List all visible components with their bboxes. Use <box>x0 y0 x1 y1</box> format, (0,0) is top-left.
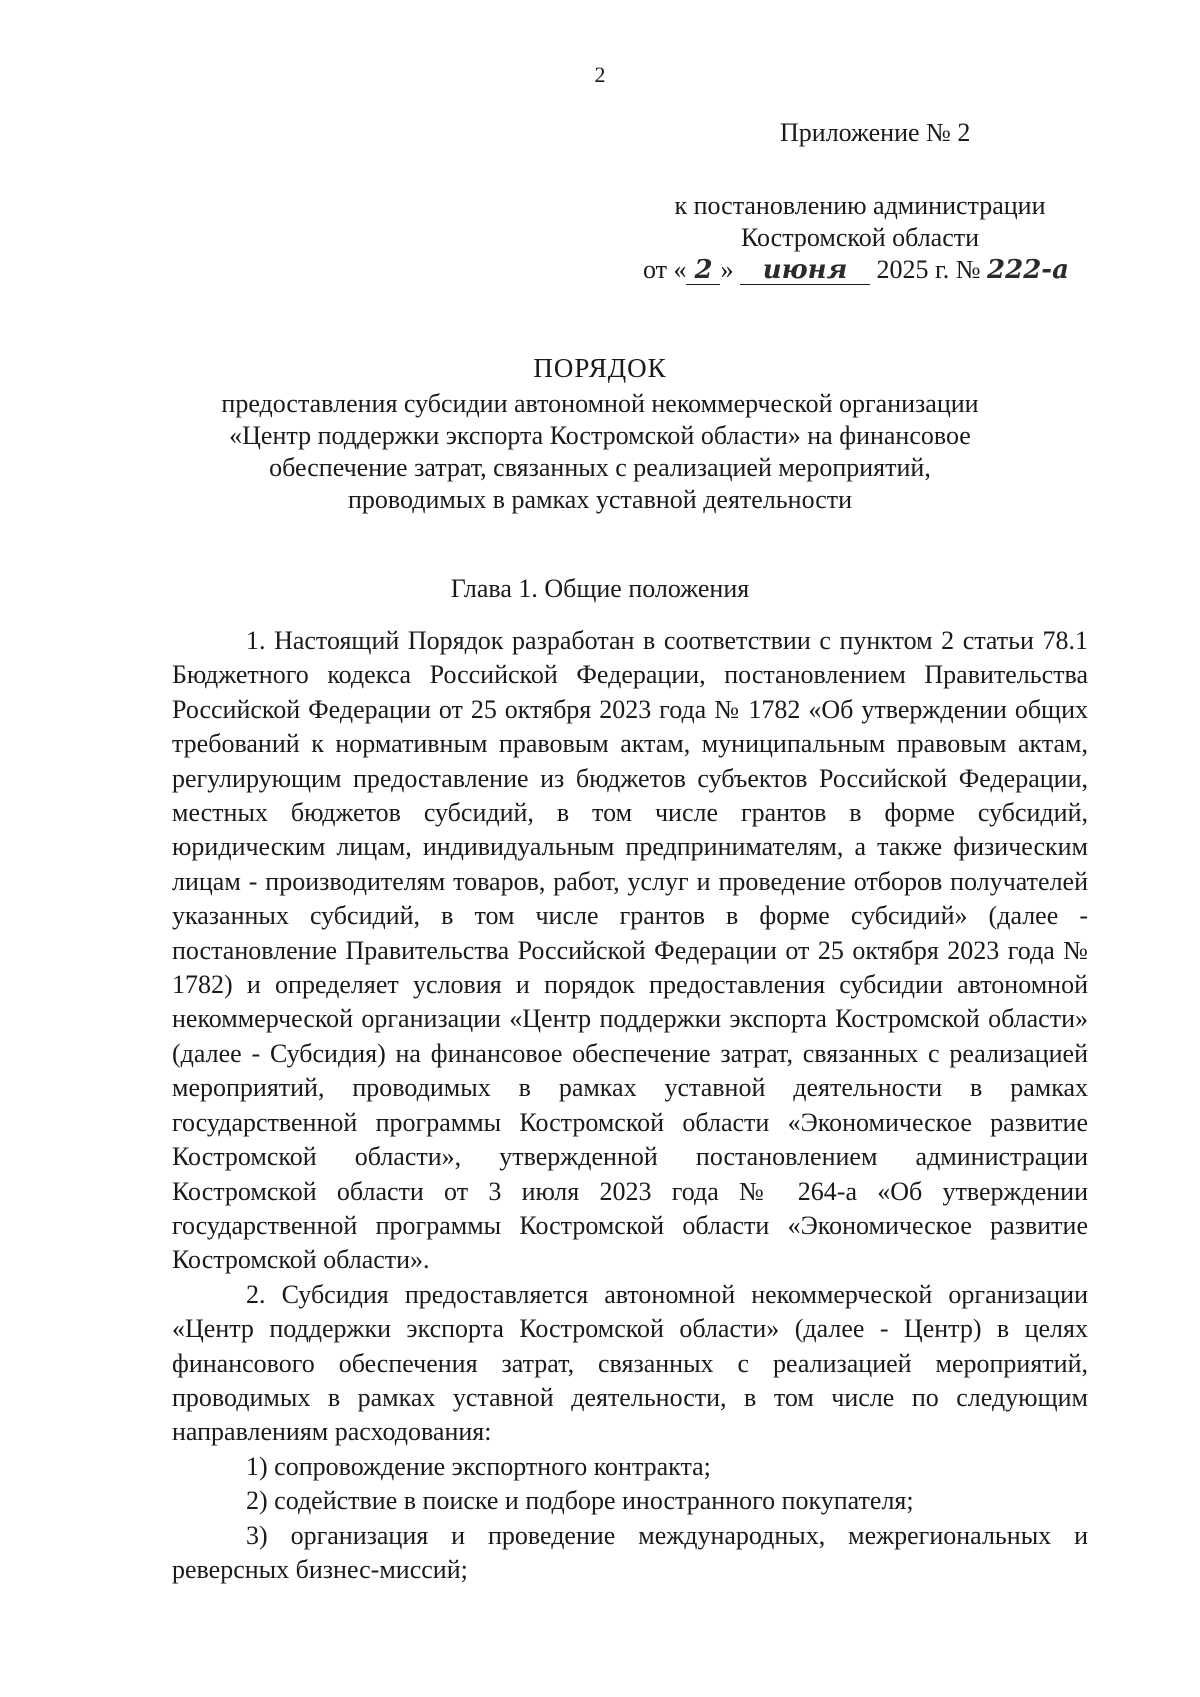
chapter-heading: Глава 1. Общие положения <box>450 574 750 603</box>
paragraph-2: 2. Субсидия предоставляется автономной некоммерческой организации «Центр поддержки экспорта Костромской области» (далее - Центр) в целях финансового обеспечения затрат, связанных с реализацией мероприятий, проводимых в рамках уставной деятельности, в том числе по следующим направлениям расходования: <box>172 1279 1088 1447</box>
approval-block <box>640 190 1080 286</box>
year-text: 2025 г. № <box>876 255 981 284</box>
approval-line-2: Костромской области <box>740 223 980 252</box>
document-heading: ПОРЯДОК <box>533 353 667 383</box>
title-line-3: обеспечение затрат, связанных с реализацией мероприятий, <box>269 453 931 482</box>
title-line-1: предоставления субсидии автономной некоммерческой организации <box>221 389 979 418</box>
document-body <box>172 624 1088 1587</box>
approval-date-line <box>640 254 1080 286</box>
document-title-block <box>0 352 1200 516</box>
title-line-2: «Центр поддержки экспорта Костромской области» на финансовое <box>229 421 971 450</box>
appendix-label: Приложение № 2 <box>780 118 971 147</box>
list-item-2: 2) содействие в поиске и подборе иностранного покупателя; <box>246 1486 914 1516</box>
handwritten-number: 222-а <box>987 255 1069 285</box>
approval-line-1: к постановлению администрации <box>674 191 1046 220</box>
title-line-4: проводимых в рамках уставной деятельности <box>347 485 853 514</box>
date-prefix: от « <box>642 255 687 284</box>
paragraph-1: 1. Настоящий Порядок разработан в соответствии с пунктом 2 статьи 78.1 Бюджетного кодекса Российской Федерации, постановлением Правительства Российской Федерации от 25 октября 2023 года № 1782 «Об утверждении общих требований к нормативным правовым актам, муниципальным правовым актам, регулирующим предоставление из бюджетов субъектов Российской Федерации, местных бюджетов субсидий, в том числе грантов в форме субсидий, юридическим лицам, индивидуальным предпринимателям, а также физическим лицам - производителям товаров, работ, услуг и проведение отборов получателей указанных субсидий, в том числе грантов в форме субсидий» (далее - постановление Правительства Российской Федерации от 25 октября 2023 года № 1782) и определяет условия и порядок предоставления субсидии автономной некоммерческой организации «Центр поддержки экспорта Костромской области» (далее - Субсидия) на финансовое обеспечение затрат, связанных с реализацией мероприятий, проводимых в рамках уставной деятельности в рамках государственной программы Костромской области «Экономическое развитие Костромской области», утвержденной постановлением администрации Костромской области от 3 июля 2023 года № 264-а «Об утверждении государственной программы Костромской области «Экономическое развитие Костромской области». <box>172 626 1088 1275</box>
list-item-1: 1) сопровождение экспортного контракта; <box>246 1451 711 1481</box>
handwritten-day: 2 <box>686 256 720 285</box>
handwritten-month: июня <box>740 256 870 285</box>
list-item-3: 3) организация и проведение международных, межрегиональных и реверсных бизнес-миссий; <box>172 1520 1088 1584</box>
page-number: 2 <box>594 62 606 87</box>
date-mid: » <box>720 255 734 284</box>
